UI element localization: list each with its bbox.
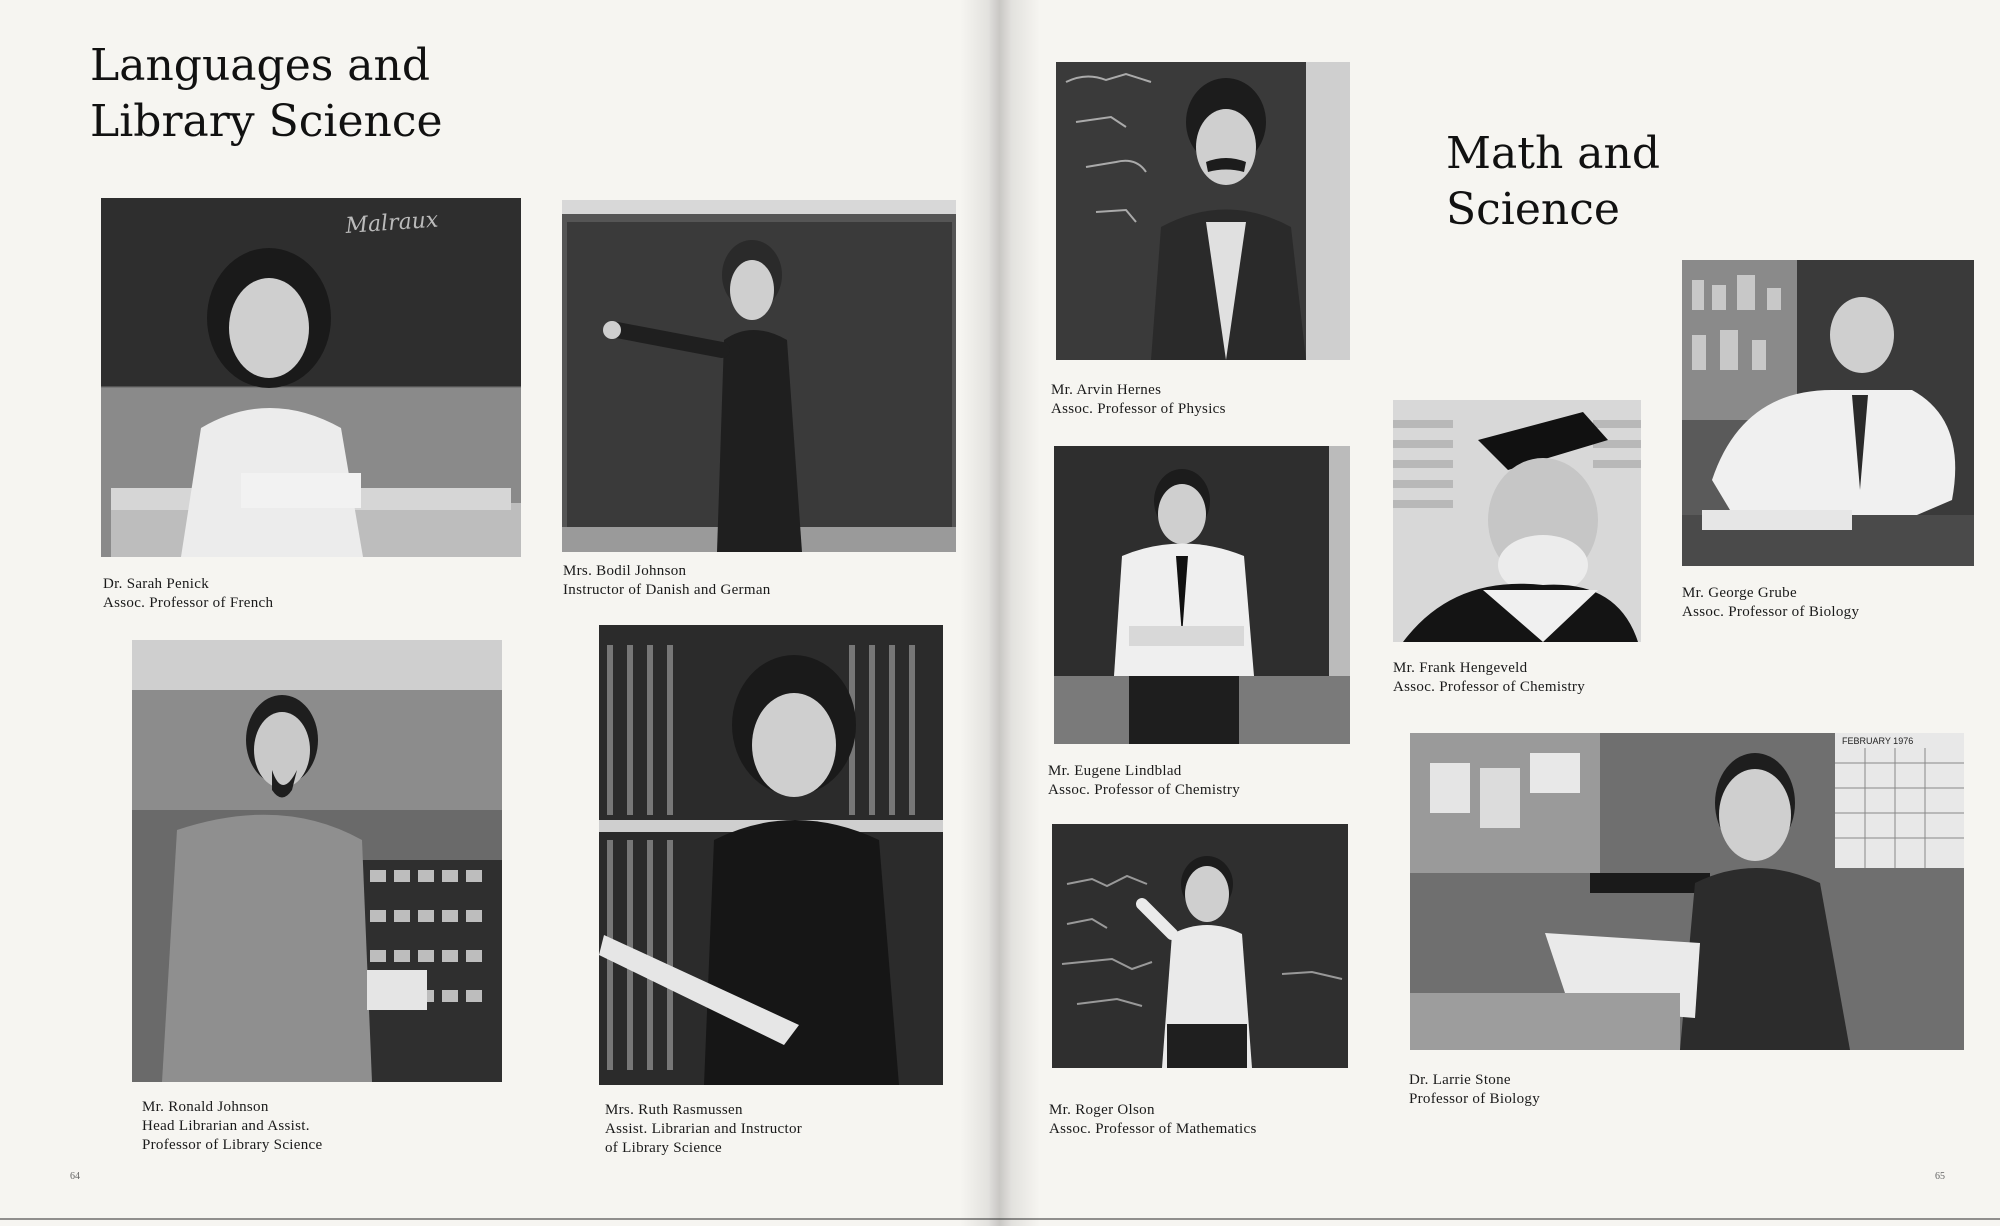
caption-eugene-lindblad <box>1048 762 1240 800</box>
profile-name: Mr. Roger Olson <box>1049 1102 1155 1118</box>
caption-ronald-johnson <box>142 1098 322 1155</box>
scan-edge <box>0 1218 2000 1220</box>
profile-title: Instructor of Danish and German <box>563 582 771 598</box>
caption-ruth-rasmussen <box>605 1101 802 1158</box>
profile-name: Mr. Eugene Lindblad <box>1048 763 1182 779</box>
profile-name: Dr. Sarah Penick <box>103 576 210 592</box>
caption-arvin-hernes <box>1051 381 1226 419</box>
profile-title: Assist. Librarian and Instructor <box>605 1121 803 1137</box>
profile-name: Mr. Ronald Johnson <box>142 1099 269 1115</box>
photo-bodil-johnson <box>562 200 956 552</box>
profile-title: Assoc. Professor of Physics <box>1051 401 1226 417</box>
page-number-left: 64 <box>70 1171 80 1182</box>
profile-title: Assoc. Professor of Biology <box>1682 604 1860 620</box>
profile-title: Head Librarian and Assist. <box>142 1118 310 1134</box>
profile-name: Mr. Arvin Hernes <box>1051 382 1162 398</box>
photo-ruth-rasmussen <box>599 625 943 1085</box>
section-heading-math-science <box>1446 126 1660 238</box>
profile-name: Mr. George Grube <box>1682 585 1797 601</box>
chalk-writing: Malraux <box>344 207 440 239</box>
photo-ronald-johnson <box>132 640 502 1082</box>
photo-arvin-hernes <box>1056 62 1350 360</box>
profile-title: Assoc. Professor of Mathematics <box>1049 1121 1257 1137</box>
caption-sarah-penick <box>103 575 273 613</box>
calendar-month: FEBRUARY 1976 <box>1842 736 1914 746</box>
caption-roger-olson <box>1049 1101 1257 1139</box>
photo-frank-hengeveld <box>1393 400 1641 642</box>
caption-bodil-johnson <box>563 562 771 600</box>
book-gutter <box>960 0 1040 1226</box>
photo-sarah-penick <box>101 198 521 557</box>
page-number-right: 65 <box>1935 1171 1945 1182</box>
photo-eugene-lindblad <box>1054 446 1350 744</box>
photo-larrie-stone <box>1410 733 1964 1050</box>
profile-title: of Library Science <box>605 1140 723 1156</box>
heading-line: Library Science <box>90 96 443 147</box>
profile-title: Professor of Library Science <box>142 1137 323 1153</box>
heading-line: Math and <box>1446 128 1661 179</box>
heading-line: Science <box>1446 184 1620 235</box>
profile-name: Mr. Frank Hengeveld <box>1393 660 1528 676</box>
profile-title: Professor of Biology <box>1409 1091 1540 1107</box>
photo-roger-olson <box>1052 824 1348 1068</box>
profile-title: Assoc. Professor of Chemistry <box>1048 782 1241 798</box>
section-heading-languages <box>90 38 443 150</box>
profile-name: Mrs. Bodil Johnson <box>563 563 687 579</box>
profile-title: Assoc. Professor of Chemistry <box>1393 679 1586 695</box>
profile-title: Assoc. Professor of French <box>103 595 274 611</box>
photo-george-grube <box>1682 260 1974 566</box>
caption-george-grube <box>1682 584 1859 622</box>
profile-name: Dr. Larrie Stone <box>1409 1072 1511 1088</box>
caption-frank-hengeveld <box>1393 659 1585 697</box>
heading-line: Languages and <box>90 40 431 91</box>
caption-larrie-stone <box>1409 1071 1540 1109</box>
profile-name: Mrs. Ruth Rasmussen <box>605 1102 743 1118</box>
